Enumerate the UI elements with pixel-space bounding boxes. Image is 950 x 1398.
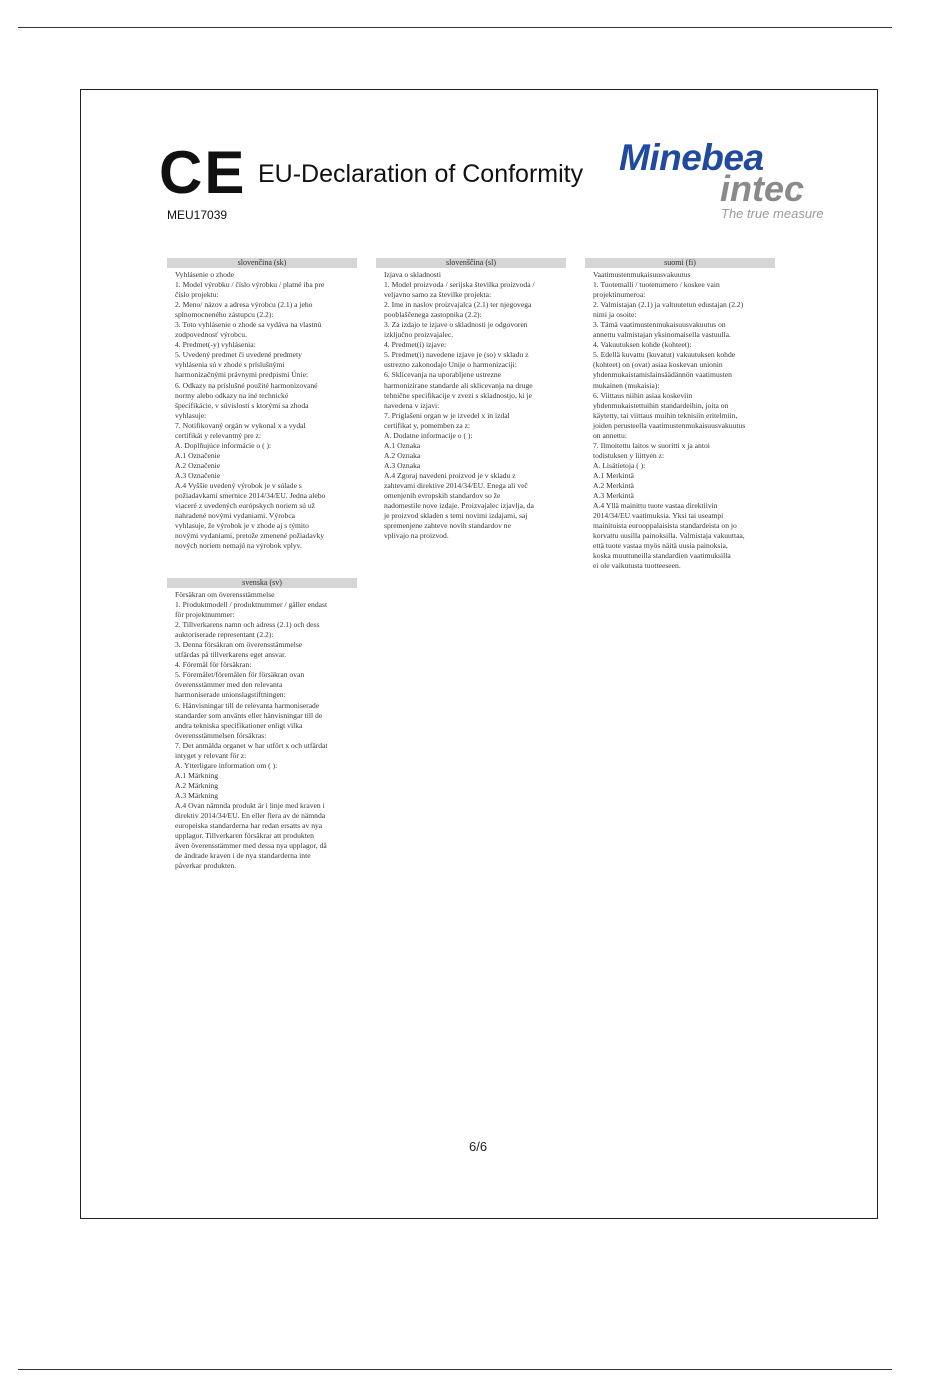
certificate-frame	[80, 89, 878, 1219]
declaration-line: påverkar produkten.	[175, 861, 237, 871]
declaration-line: A.1 Oznaka	[384, 440, 421, 450]
declaration-line: (kohteet) on (ovat) asiaa koskevan unionin	[593, 360, 723, 370]
declaration-line: 6. Sklicevanja na uporabljene ustrezne	[384, 370, 502, 380]
declaration-line: upplagor. Tillverkaren försäkrar att produkten	[175, 831, 314, 841]
declaration-line: koska muuttuneilla standardien vaatimuksilla	[593, 551, 731, 561]
declaration-line: 3. Tämä vaatimustenmukaisuusvakuutus on	[593, 320, 726, 330]
declaration-line: 4. Predmet(i) izjave:	[384, 340, 447, 350]
document-number: MEU17039	[167, 208, 228, 222]
column-text	[167, 268, 357, 551]
declaration-line: 1. Tuotemalli / tuotenumero / koskee vain	[593, 280, 720, 290]
declaration-line: zahtevami direktive 2014/34/EU. Enega ali več	[384, 480, 528, 490]
logo-tagline: The true measure	[721, 206, 824, 221]
declaration-line: je proizvod skladen s temi novimi izdajami, saj	[384, 511, 528, 521]
declaration-line: Försäkran om överensstämmelse	[175, 590, 275, 599]
declaration-line: 2. Valmistajan (2.1) ja valtuutetun edustajan (2.2)	[593, 300, 744, 310]
declaration-line: 7. Det anmälda organet w har utfört x och utfärdat	[175, 740, 328, 750]
declaration-line: nimi ja osoite:	[593, 310, 637, 320]
declaration-line: auktoriserade representant (2.2):	[175, 630, 274, 640]
column-text	[376, 268, 566, 541]
declaration-line: pooblaščenega zastopnika (2.2):	[384, 310, 482, 320]
column-finnish	[585, 258, 775, 571]
column-swedish	[167, 578, 357, 871]
declaration-line: vyhlasuje, že výrobok je v zhode aj s týmito	[175, 521, 309, 531]
declaration-line: 6. Viittaus niihin asiaa koskeviin	[593, 390, 693, 400]
declaration-line: 7. Priglašeni organ w je izvedel x in izdal	[384, 410, 510, 420]
declaration-line: A.3 Oznaka	[384, 460, 421, 470]
declaration-line: ustrezno zakonodajo Unije o harmonizaciji:	[384, 360, 517, 370]
declaration-line: A.2 Märkning	[175, 780, 219, 790]
declaration-line: normy alebo odkazy na iné technické	[175, 390, 289, 400]
column-text	[167, 588, 357, 871]
footer-rule	[18, 1369, 892, 1370]
declaration-line: on annettu:	[593, 430, 627, 440]
declaration-line: vyhlásenia sú v zhode s príslušnými	[175, 360, 285, 370]
declaration-line: projektinumeroa:	[593, 290, 646, 300]
declaration-line: A.4 Yllä mainittu tuote vastaa direktiivin	[593, 501, 718, 511]
declaration-line: certifikát y relevantný pre z:	[175, 430, 262, 440]
declaration-line: A.4 Vyššie uvedený výrobok je v súlade s	[175, 480, 302, 490]
declaration-line: certifikat y, pomemben za z:	[384, 420, 471, 430]
declaration-line: A.1 Označenie	[175, 450, 221, 460]
declaration-line: även överensstämmer med dessa nya upplagor, då	[175, 841, 327, 851]
declaration-line: 4. Vakuutuksen kohde (kohteet):	[593, 340, 692, 350]
declaration-line: 2. Tillverkarens namn och adress (2.1) och dess	[175, 620, 320, 630]
declaration-line: A.3 Merkintä	[593, 491, 634, 501]
declaration-line: ei ole vaikutusta tuotteeseen.	[593, 561, 681, 571]
declaration-line: novými vydaniami, pretože zmenené požiadavky	[175, 531, 325, 541]
declaration-line: että tuote vastaa myös näitä uusia painoksia,	[593, 541, 728, 551]
declaration-line: harmonizačnými právnymi predpismi Únie:	[175, 370, 309, 380]
declaration-line: viaceré z uvedených európskych noriem sú už	[175, 501, 316, 511]
column-slovenian	[376, 258, 566, 541]
logo-brand-intec: intec	[720, 168, 805, 209]
declaration-line: mainituista eurooppalaisista standardeista on jo	[593, 521, 737, 531]
declaration-line: överensstämmelsen försäkras:	[175, 730, 267, 740]
declaration-line: A.4 Zgoraj navedeni proizvod je v skladu z	[384, 470, 516, 480]
declaration-line: navedena v izjavi:	[384, 400, 440, 410]
declaration-line: nových noriem nemajú na výrobok vplyv.	[175, 541, 302, 551]
declaration-line: 2. Meno/ názov a adresa výrobcu (2.1) a jeho	[175, 300, 313, 310]
column-text	[585, 268, 775, 571]
declaration-line: joiden perusteella vaatimustenmukaisuusvakuutus	[593, 420, 746, 430]
declaration-line: A.4 Ovan nämnda produkt är i linje med kraven i	[175, 800, 325, 810]
declaration-line: 4. Föremål för försäkran:	[175, 660, 252, 670]
declaration-line: 5. Uvedený predmet či uvedené predmety	[175, 350, 302, 360]
page-number: 6/6	[469, 1139, 488, 1154]
declaration-line: požiadavkami smernice 2014/34/EU. Jedna alebo	[175, 491, 326, 501]
column-heading: slovenčina (sk)	[167, 258, 357, 268]
declaration-line: 1. Model výrobku / číslo výrobku / platné iba pre	[175, 280, 325, 290]
declaration-line: utfärdas på tillverkarens eget ansvar.	[175, 650, 287, 660]
declaration-line: 2014/34/EU vaatimuksia. Yksi tai useampi	[593, 511, 724, 521]
declaration-line: izključno proizvajalec.	[384, 330, 454, 340]
declaration-line: omenjenih evropskih standardov so že	[384, 491, 501, 501]
document-title: EU-Declaration of Conformity	[258, 160, 584, 188]
declaration-line: tehnične specifikacije v zvezi s skladnostjo, ki je	[384, 390, 533, 400]
declaration-line: 5. Edellä kuvattu (kuvatut) vakuutuksen kohde	[593, 350, 736, 360]
declaration-line: överensstämmer med den relevanta	[175, 680, 283, 690]
declaration-line: 1. Produktmodell / produktnummer / gäller endast	[175, 600, 328, 610]
declaration-line: A. Lisätietoja ( ):	[593, 460, 646, 470]
declaration-line: A.1 Merkintä	[593, 470, 634, 480]
declaration-line: 6. Odkazy na príslušné použité harmonizované	[175, 380, 318, 390]
declaration-line: intyget y relevant för z:	[175, 750, 247, 760]
declaration-line: 7. Ilmoitettu laitos w suoritti x ja antoi	[593, 440, 710, 450]
declaration-line: 6. Hänvisningar till de relevanta harmoniserade	[175, 700, 320, 710]
declaration-line: veljavno samo za številke projekta:	[384, 290, 492, 300]
declaration-line: för projektnummer:	[175, 610, 235, 620]
declaration-line: 2. Ime in naslov proizvajalca (2.1) ter njegovega	[384, 300, 532, 310]
declaration-line: vyhlasuje:	[175, 410, 207, 420]
declaration-line: A.3 Označenie	[175, 470, 221, 480]
declaration-line: käytetty, tai viittaus muihin teknisiin eritelmiin,	[593, 410, 738, 420]
declaration-line: Vaatimustenmukaisuusvakuutus	[593, 270, 691, 279]
declaration-line: europeiska standarderna har redan ersatts av nya	[175, 821, 323, 831]
company-logo	[619, 138, 849, 224]
declaration-line: 1. Model proizvoda / serijska številka proizvoda /	[384, 280, 535, 290]
column-heading: svenska (sv)	[167, 578, 357, 588]
declaration-line: A.2 Oznaka	[384, 450, 421, 460]
declaration-line: direktiv 2014/34/EU. En eller flera av de nämnda	[175, 811, 326, 821]
declaration-line: spremenjene zahteve novih standardov ne	[384, 521, 511, 531]
declaration-line: nahradené novými vydaniami. Výrobca	[175, 511, 296, 521]
declaration-line: andra tekniska specifikationer enligt vilka	[175, 720, 303, 730]
declaration-line: 4. Predmet(-y) vyhlásenia:	[175, 340, 256, 350]
declaration-line: 3. Toto vyhlásenie o zhode sa vydáva na vlastnú	[175, 320, 322, 330]
declaration-line: číslo projektu:	[175, 290, 219, 300]
declaration-line: Izjava o skladnosti	[384, 270, 441, 279]
declaration-line: 5. Predmet(i) navedene izjave je (so) v skladu z	[384, 350, 529, 360]
declaration-line: A.2 Označenie	[175, 460, 221, 470]
declaration-line: harmoniserade unionslagstiftningen:	[175, 690, 286, 700]
declaration-line: todistuksen y liittyen z:	[593, 450, 665, 460]
declaration-line: A. Dodatne informacije o ( ):	[384, 430, 473, 440]
declaration-line: vplivajo na proizvod.	[384, 531, 449, 541]
column-slovak	[167, 258, 357, 551]
declaration-line: zodpovednosť výrobcu.	[175, 330, 247, 340]
declaration-line: annettu valmistajan yksinomaisella vastuulla.	[593, 330, 731, 340]
declaration-line: A.1 Märkning	[175, 770, 219, 780]
declaration-line: mukainen (mukaisia):	[593, 380, 660, 390]
header-rule	[18, 27, 892, 28]
declaration-line: de ändrade kraven i de nya standarderna inte	[175, 851, 311, 861]
declaration-line: A.3 Märkning	[175, 790, 219, 800]
declaration-line: splnomocneného zástupcu (2.2):	[175, 310, 274, 320]
declaration-line: yhdenmukaistamislainsäädännön vaatimusten	[593, 370, 732, 380]
column-heading: suomi (fi)	[585, 258, 775, 268]
declaration-line: 7. Notifikovaný orgán w vykonal x a vydal	[175, 420, 306, 430]
declaration-line: Vyhlásenie o zhode	[175, 270, 235, 279]
declaration-line: A.2 Merkintä	[593, 480, 634, 490]
declaration-line: standarder som använts eller hänvisningar till de	[175, 710, 323, 720]
declaration-line: korvattu uusilla painoksilla. Valmistaja vakuuttaa,	[593, 531, 745, 541]
ce-mark-logo: CE	[159, 139, 247, 206]
declaration-line: yhdenmukaistettuihin standardeihin, joita on	[593, 400, 729, 410]
declaration-line: 3. Za izdajo te izjave o skladnosti je odgovoren	[384, 320, 528, 330]
logo-brand-minebea: Minebea	[619, 137, 764, 178]
declaration-line: špecifikácie, v súvislosti s ktorými sa zhoda	[175, 400, 309, 410]
declaration-line: nadomestile nove izdaje. Proizvajalec izjavlja, da	[384, 501, 534, 511]
declaration-line: A. Ytterligare information om ( ):	[175, 760, 278, 770]
declaration-line: 5. Föremålet/föremålen för försäkran ovan	[175, 670, 305, 680]
declaration-line: A. Doplňujúce informácie o ( ):	[175, 440, 272, 450]
declaration-line: harmonizirane standarde ali sklicevanja na druge	[384, 380, 533, 390]
declaration-line: 3. Denna försäkran om överensstämmelse	[175, 640, 303, 650]
column-heading: slovenščina (sl)	[376, 258, 566, 268]
